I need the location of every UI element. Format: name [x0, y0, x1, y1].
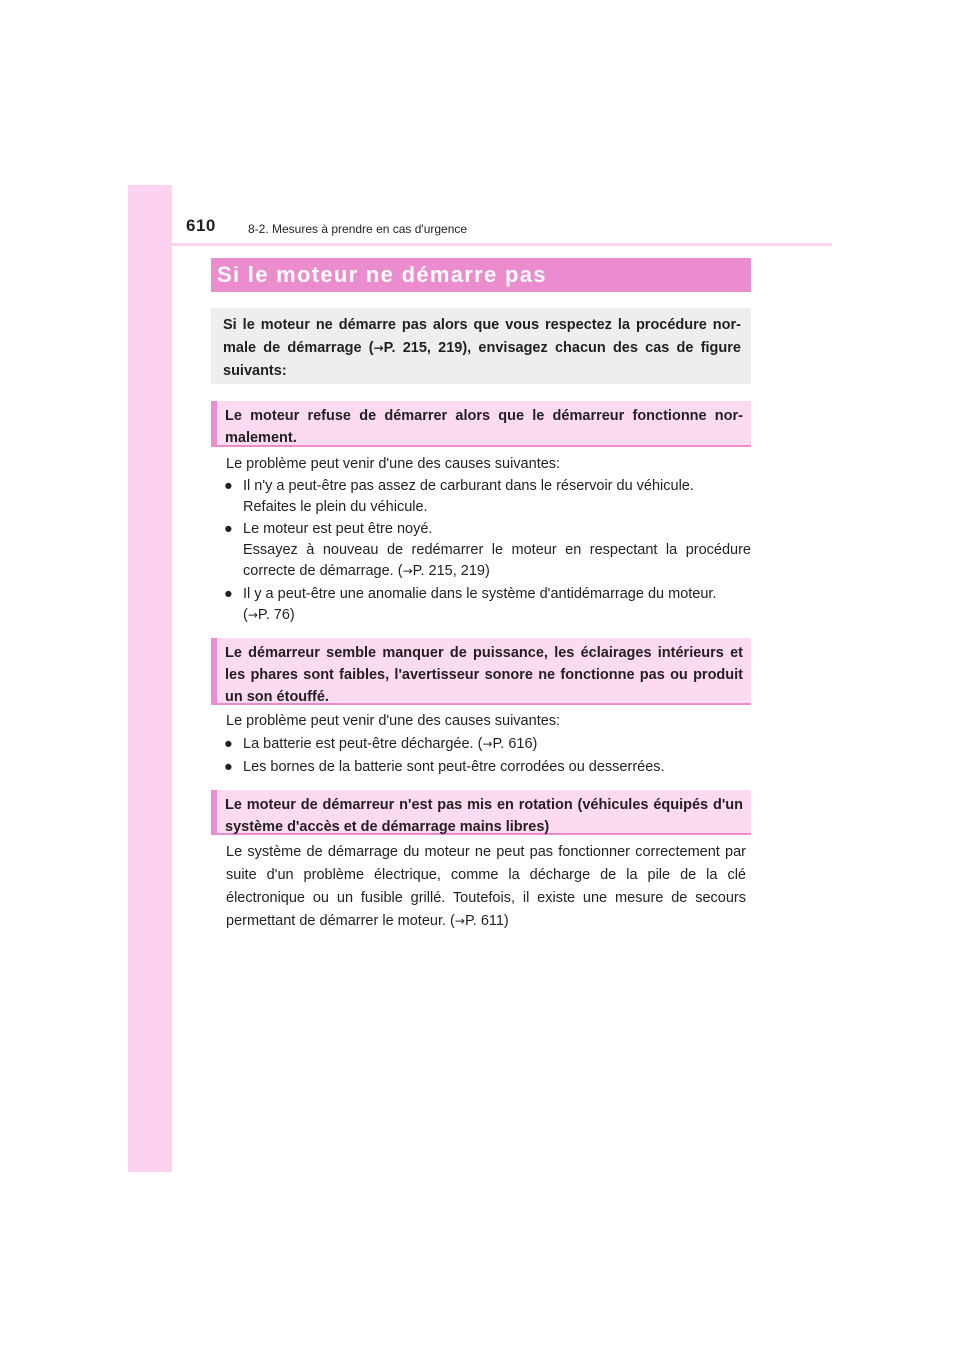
- arrow-icon: →: [482, 737, 493, 751]
- running-head: 8-2. Mesures à prendre en cas d'urgence: [248, 222, 468, 236]
- case1-item-3: Il y a peut-être une anomalie dans le système d'antidémarrage du moteur. (→P. 76): [243, 586, 717, 623]
- case1-item-2: Le moteur est peut être noyé. Essayez à nouveau de redémarrer le moteur en respectant la procédure correcte de démarrage. (→P. 215, 219): [243, 521, 751, 579]
- bullet-icon: ●: [224, 478, 233, 494]
- bullet-icon: ●: [224, 759, 233, 775]
- case1-lead: Le problème peut venir d'une des causes suivantes:: [226, 456, 561, 472]
- intro-box: Si le moteur ne démarre pas alors que vous respectez la procédure nor-male de démarrage (→P. 215, 219), envisagez chacun des cas de figure suivants:: [211, 308, 751, 384]
- case1-heading: Le moteur refuse de démarrer alors que le démarreur fonctionne nor-malement.: [211, 401, 751, 447]
- bullet-icon: ●: [224, 736, 233, 752]
- bullet-icon: ●: [224, 521, 233, 537]
- case1-item-1: Il n'y a peut-être pas assez de carburant dans le réservoir du véhicule. Refaites le plein du véhicule.: [243, 478, 694, 515]
- arrow-icon: →: [454, 914, 465, 928]
- case2-item-2: Les bornes de la batterie sont peut-être corrodées ou desserrées.: [243, 759, 665, 775]
- bullet-icon: ●: [224, 586, 233, 602]
- side-tab-bar: [128, 185, 172, 1172]
- header-rule: [172, 243, 832, 246]
- arrow-icon: →: [402, 564, 413, 578]
- arrow-icon: →: [247, 608, 258, 622]
- case2-lead: Le problème peut venir d'une des causes suivantes:: [226, 713, 561, 729]
- case3-body: Le système de démarrage du moteur ne peut pas fonctionner correctement par suite d'un problème électrique, comme la décharge de la pile de la clé électronique ou un fusible grillé. Toutefois, il existe une mesure de secours permettant de démarrer le moteur. (→P. 611): [226, 844, 746, 929]
- page-number: 610: [186, 216, 216, 235]
- section-title: Si le moteur ne démarre pas: [211, 258, 751, 292]
- case2-item-1: La batterie est peut-être déchargée. (→P. 616): [243, 736, 538, 752]
- case3-heading: Le moteur de démarreur n'est pas mis en rotation (véhicules équipés d'un système d'accès et de démarrage mains libres): [211, 790, 751, 835]
- arrow-icon: →: [373, 341, 384, 355]
- case2-heading: Le démarreur semble manquer de puissance, les éclairages intérieurs et les phares sont faibles, l'avertisseur sonore ne fonctionne pas ou produit un son étouffé.: [211, 638, 751, 705]
